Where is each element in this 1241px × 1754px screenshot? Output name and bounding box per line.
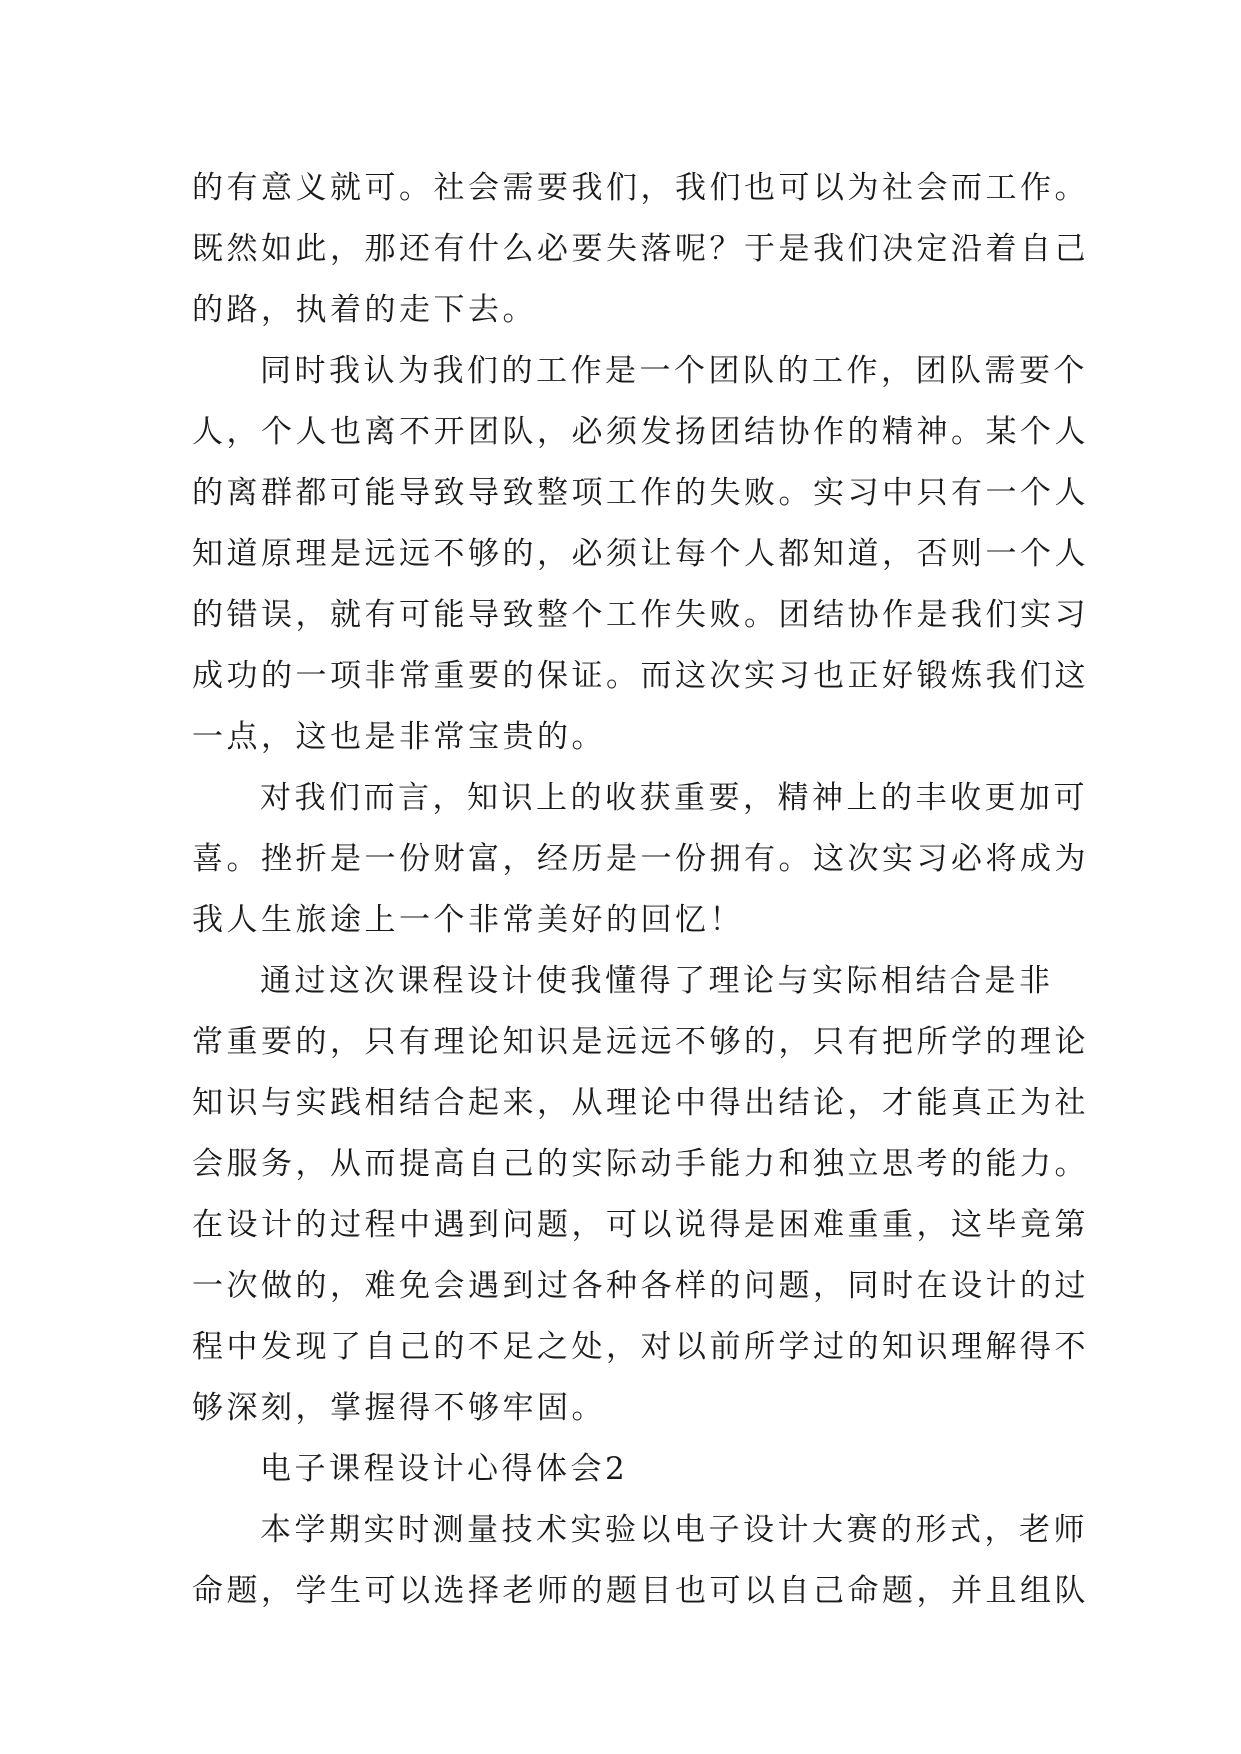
text-line: 电子课程设计心得体会2 bbox=[260, 1451, 629, 1487]
text-line: 一次做的，难免会遇到过各种各样的问题，同时在设计的过 bbox=[192, 1268, 1089, 1304]
text-line: 会服务，从而提高自己的实际动手能力和独立思考的能力。 bbox=[192, 1146, 1089, 1182]
text-line: 知识与实践相结合起来，从理论中得出结论，才能真正为社 bbox=[192, 1085, 1089, 1121]
text-line: 人，个人也离不开团队，必须发扬团结协作的精神。某个人 bbox=[192, 414, 1089, 450]
text-line: 既然如此，那还有什么必要失落呢？于是我们决定沿着自己 bbox=[192, 231, 1089, 267]
text-line: 知道原理是远远不够的，必须让每个人都知道，否则一个人 bbox=[192, 536, 1089, 572]
text-line: 喜。挫折是一份财富，经历是一份拥有。这次实习必将成为 bbox=[192, 841, 1089, 877]
text-line: 的离群都可能导致导致整项工作的失败。实习中只有一个人 bbox=[192, 475, 1089, 511]
text-line: 在设计的过程中遇到问题，可以说得是困难重重，这毕竟第 bbox=[192, 1207, 1089, 1243]
text-line: 命题，学生可以选择老师的题目也可以自己命题，并且组队 bbox=[192, 1573, 1089, 1609]
text-line: 常重要的，只有理论知识是远远不够的，只有把所学的理论 bbox=[192, 1024, 1089, 1060]
text-line: 的错误，就有可能导致整个工作失败。团结协作是我们实习 bbox=[192, 597, 1089, 633]
text-line: 一点，这也是非常宝贵的。 bbox=[192, 719, 606, 755]
text-line: 本学期实时测量技术实验以电子设计大赛的形式，老师 bbox=[260, 1512, 1088, 1548]
text-line: 我人生旅途上一个非常美好的回忆！ bbox=[192, 902, 744, 938]
text-line: 对我们而言，知识上的收获重要，精神上的丰收更加可 bbox=[260, 780, 1088, 816]
text-line: 成功的一项非常重要的保证。而这次实习也正好锻炼我们这 bbox=[192, 658, 1089, 694]
text-line: 通过这次课程设计使我懂得了理论与实际相结合是非 bbox=[260, 963, 1054, 999]
text-line: 够深刻，掌握得不够牢固。 bbox=[192, 1390, 606, 1426]
body-text bbox=[192, 158, 1089, 1622]
text-line: 的有意义就可。社会需要我们，我们也可以为社会而工作。 bbox=[192, 170, 1089, 206]
text-line: 同时我认为我们的工作是一个团队的工作，团队需要个 bbox=[260, 353, 1088, 389]
text-line: 的路，执着的走下去。 bbox=[192, 292, 537, 328]
text-line: 程中发现了自己的不足之处，对以前所学过的知识理解得不 bbox=[192, 1329, 1089, 1365]
